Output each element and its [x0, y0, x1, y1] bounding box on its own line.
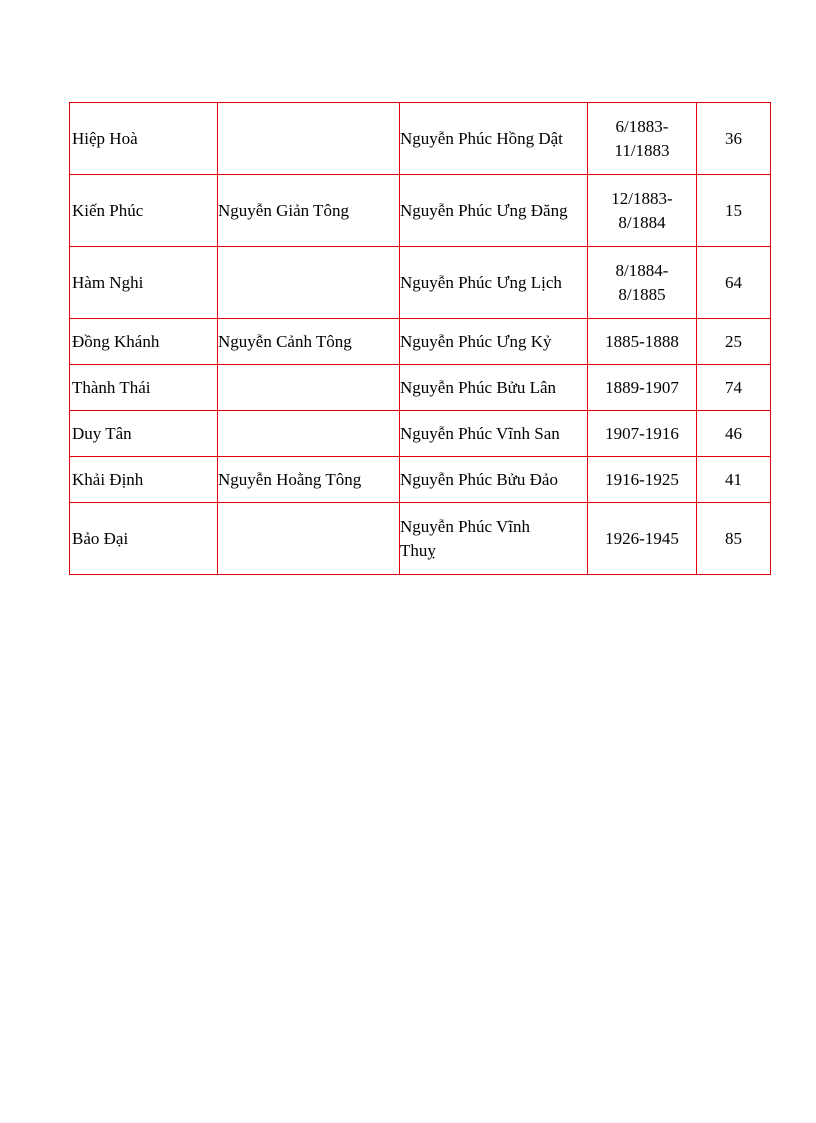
reign-years-cell: 6/1883- 11/1883	[588, 103, 697, 175]
temple-name-cell	[218, 503, 400, 575]
table-row	[70, 457, 771, 503]
king-name-cell: Duy Tân	[70, 411, 218, 457]
birth-name-cell: Nguyễn Phúc Ưng Đăng	[400, 175, 588, 247]
temple-name-cell: Nguyễn Giản Tông	[218, 175, 400, 247]
reign-years-cell: 1907-1916	[588, 411, 697, 457]
table-row	[70, 365, 771, 411]
nguyen-dynasty-table	[69, 102, 771, 575]
birth-name-cell: Nguyễn Phúc Ưng Kỷ	[400, 319, 588, 365]
age-cell: 36	[697, 103, 771, 175]
birth-name-cell: Nguyễn Phúc Bửu Lân	[400, 365, 588, 411]
table-row	[70, 503, 771, 575]
king-name-cell: Kiến Phúc	[70, 175, 218, 247]
birth-name-cell: Nguyễn Phúc Bửu Đảo	[400, 457, 588, 503]
table-row	[70, 411, 771, 457]
temple-name-cell	[218, 365, 400, 411]
king-name-cell: Hàm Nghi	[70, 247, 218, 319]
king-name-cell: Khải Định	[70, 457, 218, 503]
age-cell: 46	[697, 411, 771, 457]
birth-name-cell: Nguyễn Phúc Ưng Lịch	[400, 247, 588, 319]
temple-name-cell	[218, 411, 400, 457]
king-name-cell: Bảo Đại	[70, 503, 218, 575]
table-row	[70, 319, 771, 365]
king-name-cell: Đồng Khánh	[70, 319, 218, 365]
reign-years-cell: 1889-1907	[588, 365, 697, 411]
temple-name-cell: Nguyễn Hoằng Tông	[218, 457, 400, 503]
reign-years-cell: 1916-1925	[588, 457, 697, 503]
reign-years-cell: 1885-1888	[588, 319, 697, 365]
age-cell: 74	[697, 365, 771, 411]
age-cell: 25	[697, 319, 771, 365]
temple-name-cell: Nguyễn Cảnh Tông	[218, 319, 400, 365]
age-cell: 15	[697, 175, 771, 247]
table-row	[70, 175, 771, 247]
reign-years-cell: 1926-1945	[588, 503, 697, 575]
age-cell: 41	[697, 457, 771, 503]
age-cell: 85	[697, 503, 771, 575]
reign-years-cell: 8/1884- 8/1885	[588, 247, 697, 319]
reign-years-cell: 12/1883- 8/1884	[588, 175, 697, 247]
king-name-cell: Hiệp Hoà	[70, 103, 218, 175]
birth-name-cell: Nguyễn Phúc Hồng Dật	[400, 103, 588, 175]
age-cell: 64	[697, 247, 771, 319]
king-name-cell: Thành Thái	[70, 365, 218, 411]
temple-name-cell	[218, 247, 400, 319]
birth-name-cell: Nguyễn Phúc Vĩnh Thuỵ	[400, 503, 588, 575]
temple-name-cell	[218, 103, 400, 175]
birth-name-cell: Nguyễn Phúc Vĩnh San	[400, 411, 588, 457]
table-row	[70, 103, 771, 175]
table-row	[70, 247, 771, 319]
